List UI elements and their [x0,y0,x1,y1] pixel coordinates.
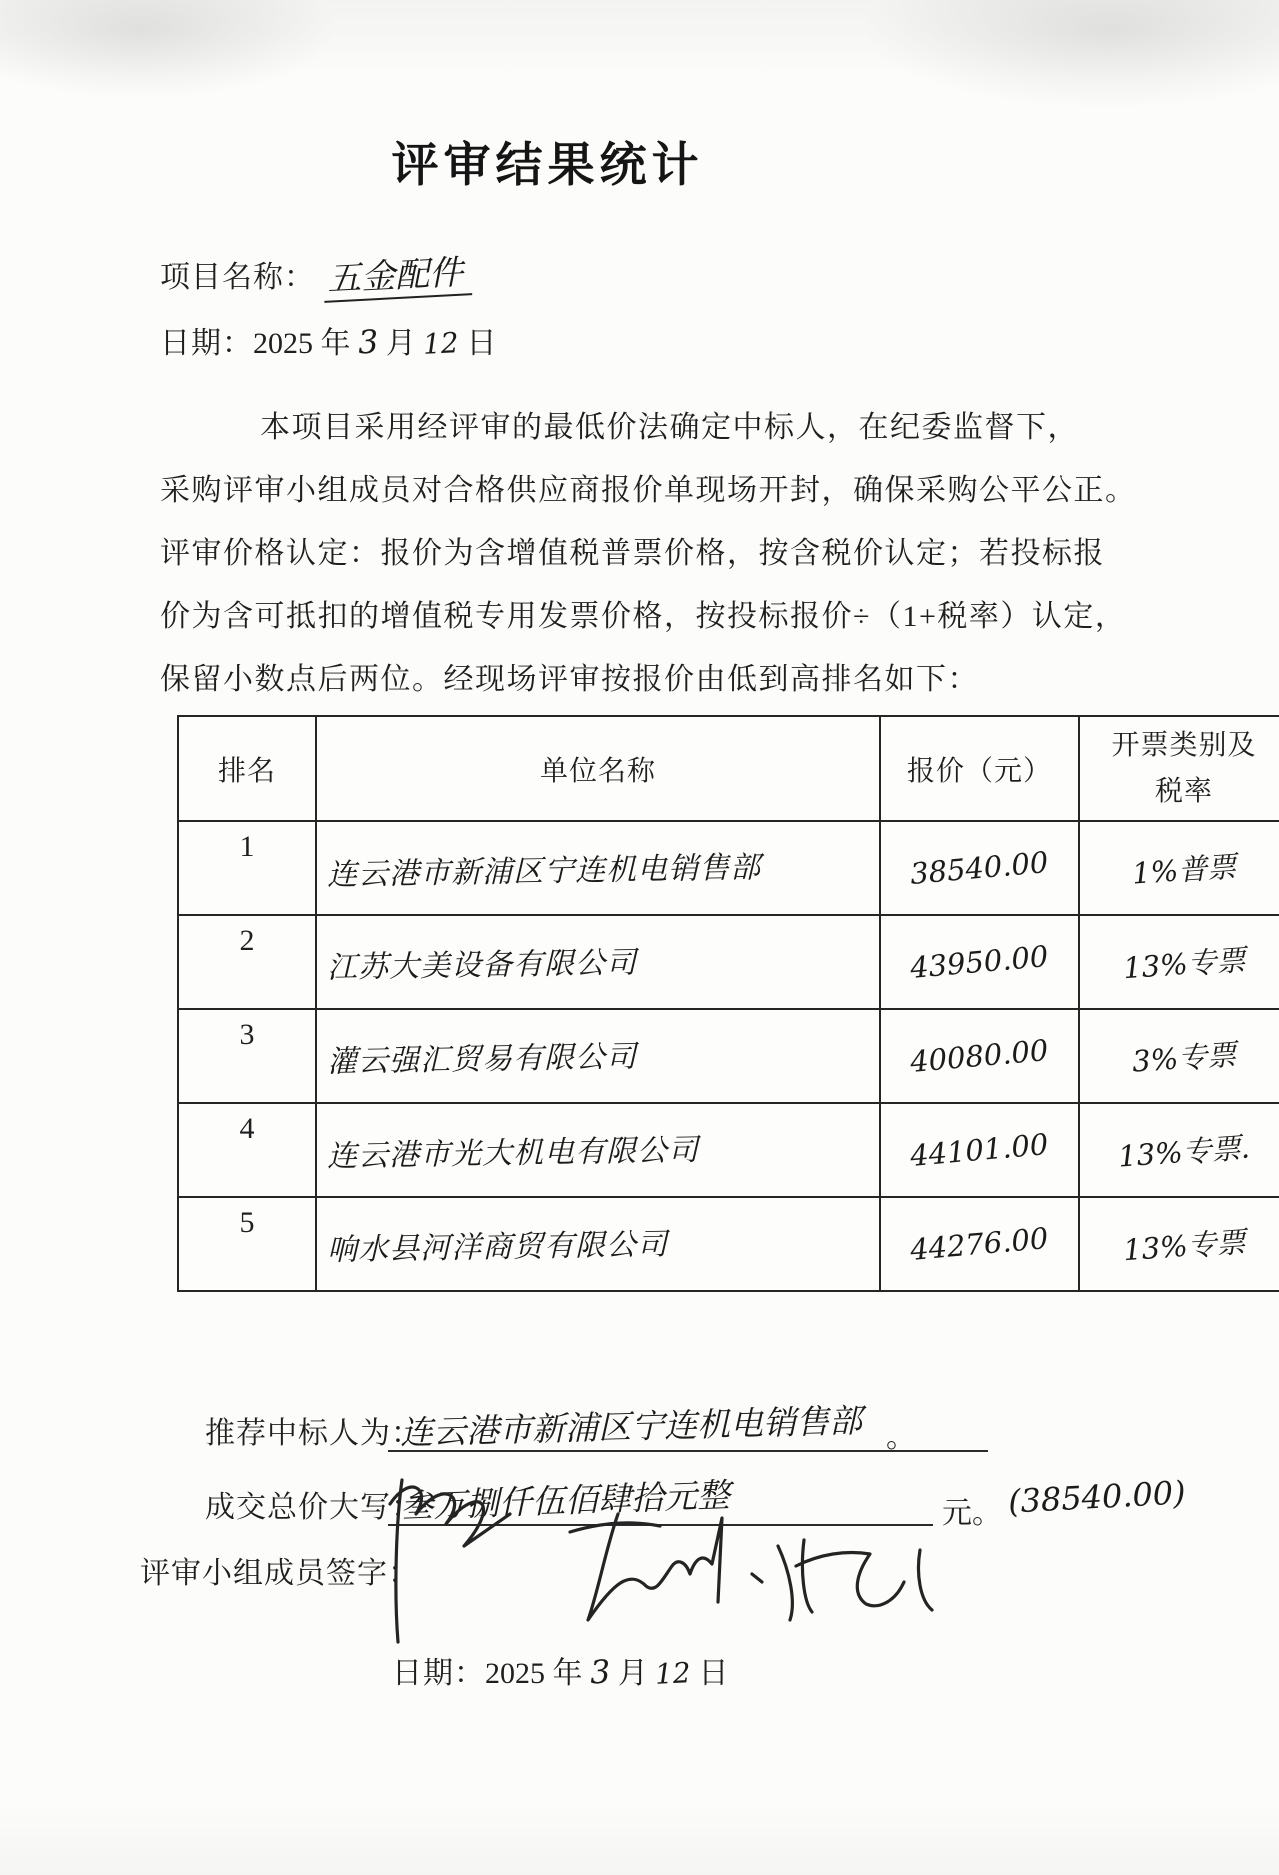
rank-cell: 4 [178,1103,316,1197]
header-tax-line1: 开票类别及 [1111,729,1257,761]
month-char: 月 [385,327,416,360]
recommend-winner-underline [388,1398,988,1452]
paragraph-line-5: 保留小数点后两位。经现场评审按报价由低到高排名如下： [160,663,979,696]
company-cell: 江苏大美设备有限公司 [316,915,880,1009]
table-row [178,1009,1279,1103]
ranking-table [177,715,1279,1292]
tax-cell: 13%专票. [1079,1103,1279,1197]
bottom-date-label: 日期： [392,1657,485,1690]
total-amount-words: 叁万捌仟伍佰肆拾元整 [399,1475,731,1526]
table-row [178,1103,1279,1197]
header-price: 报价（元） [880,716,1079,821]
tax-cell: 1%普票 [1079,821,1279,915]
company-cell: 连云港市新浦区宁连机电销售部 [316,821,880,915]
project-name-line [160,248,471,299]
price-cell: 43950.00 [880,915,1079,1009]
paragraph-line-3: 评审价格认定：报价为含增值税普票价格，按含税价认定；若投标报 [160,537,1105,570]
company-cell: 灌云强汇贸易有限公司 [316,1009,880,1103]
signature-2 [570,1514,722,1620]
date-year: 2025 年 [253,327,351,360]
project-name-value: 五金配件 [321,244,471,303]
price-cell: 40080.00 [880,1009,1079,1103]
total-amount-label: 成交总价大写： [205,1491,422,1524]
date-label: 日期： [160,327,253,360]
company-cell: 连云港市光大机电有限公司 [316,1103,880,1197]
paragraph-line-2: 采购评审小组成员对合格供应商报价单现场开封，确保采购公平公正。 [160,474,1137,507]
price-cell: 38540.00 [880,821,1079,915]
bottom-date-month-handwritten: 3 [589,1652,612,1692]
bottom-date-line [392,1648,729,1692]
scan-shadow-top-right [859,0,1279,110]
recommend-winner-period: 。 [886,1421,916,1454]
price-cell: 44101.00 [880,1103,1079,1197]
rank-cell: 2 [178,915,316,1009]
day-char: 日 [466,327,497,360]
rank-cell: 3 [178,1009,316,1103]
header-tax-line2: 税率 [1154,775,1213,807]
bottom-date-day-handwritten: 12 [654,1656,692,1691]
table-row [178,821,1279,915]
table-header-row [178,716,1279,821]
paragraph-line-1: 本项目采用经评审的最低价法确定中标人，在纪委监督下， [260,411,1079,444]
scan-shadow-top-left [0,0,340,100]
recommend-winner-value: 连云港市新浦区宁连机电销售部 [399,1400,863,1453]
signature-1 [390,1480,510,1642]
tax-cell: 3%专票 [1079,1009,1279,1103]
total-amount-figures: (38540.00) [1007,1473,1187,1521]
tax-cell: 13%专票 [1079,915,1279,1009]
table-row [178,1197,1279,1291]
page-title: 评审结果统计 [391,138,704,191]
signatures-graphic [360,1462,1000,1662]
total-amount-unit: 元。 [942,1497,1002,1530]
date-month-handwritten: 3 [357,322,380,362]
company-cell: 响水县河洋商贸有限公司 [316,1197,880,1291]
rank-cell: 5 [178,1197,316,1291]
signature-3 [752,1540,932,1620]
paragraph-line-4: 价为含可抵扣的增值税专用发票价格，按投标报价÷（1+税率）认定， [160,600,1127,633]
header-tax [1079,716,1279,821]
project-name-label: 项目名称： [160,261,315,294]
header-rank: 排名 [178,716,316,821]
rank-cell: 1 [178,821,316,915]
recommend-winner-label: 推荐中标人为： [205,1417,422,1450]
header-company: 单位名称 [316,716,880,821]
date-line [160,318,497,362]
table-row [178,915,1279,1009]
price-cell: 44276.00 [880,1197,1079,1291]
date-day-handwritten: 12 [422,326,460,361]
tax-cell: 13%专票 [1079,1197,1279,1291]
signature-label: 评审小组成员签字： [140,1557,419,1590]
bottom-month-char: 月 [617,1657,648,1690]
bottom-day-char: 日 [698,1657,729,1690]
bottom-date-year: 2025 年 [485,1657,583,1690]
